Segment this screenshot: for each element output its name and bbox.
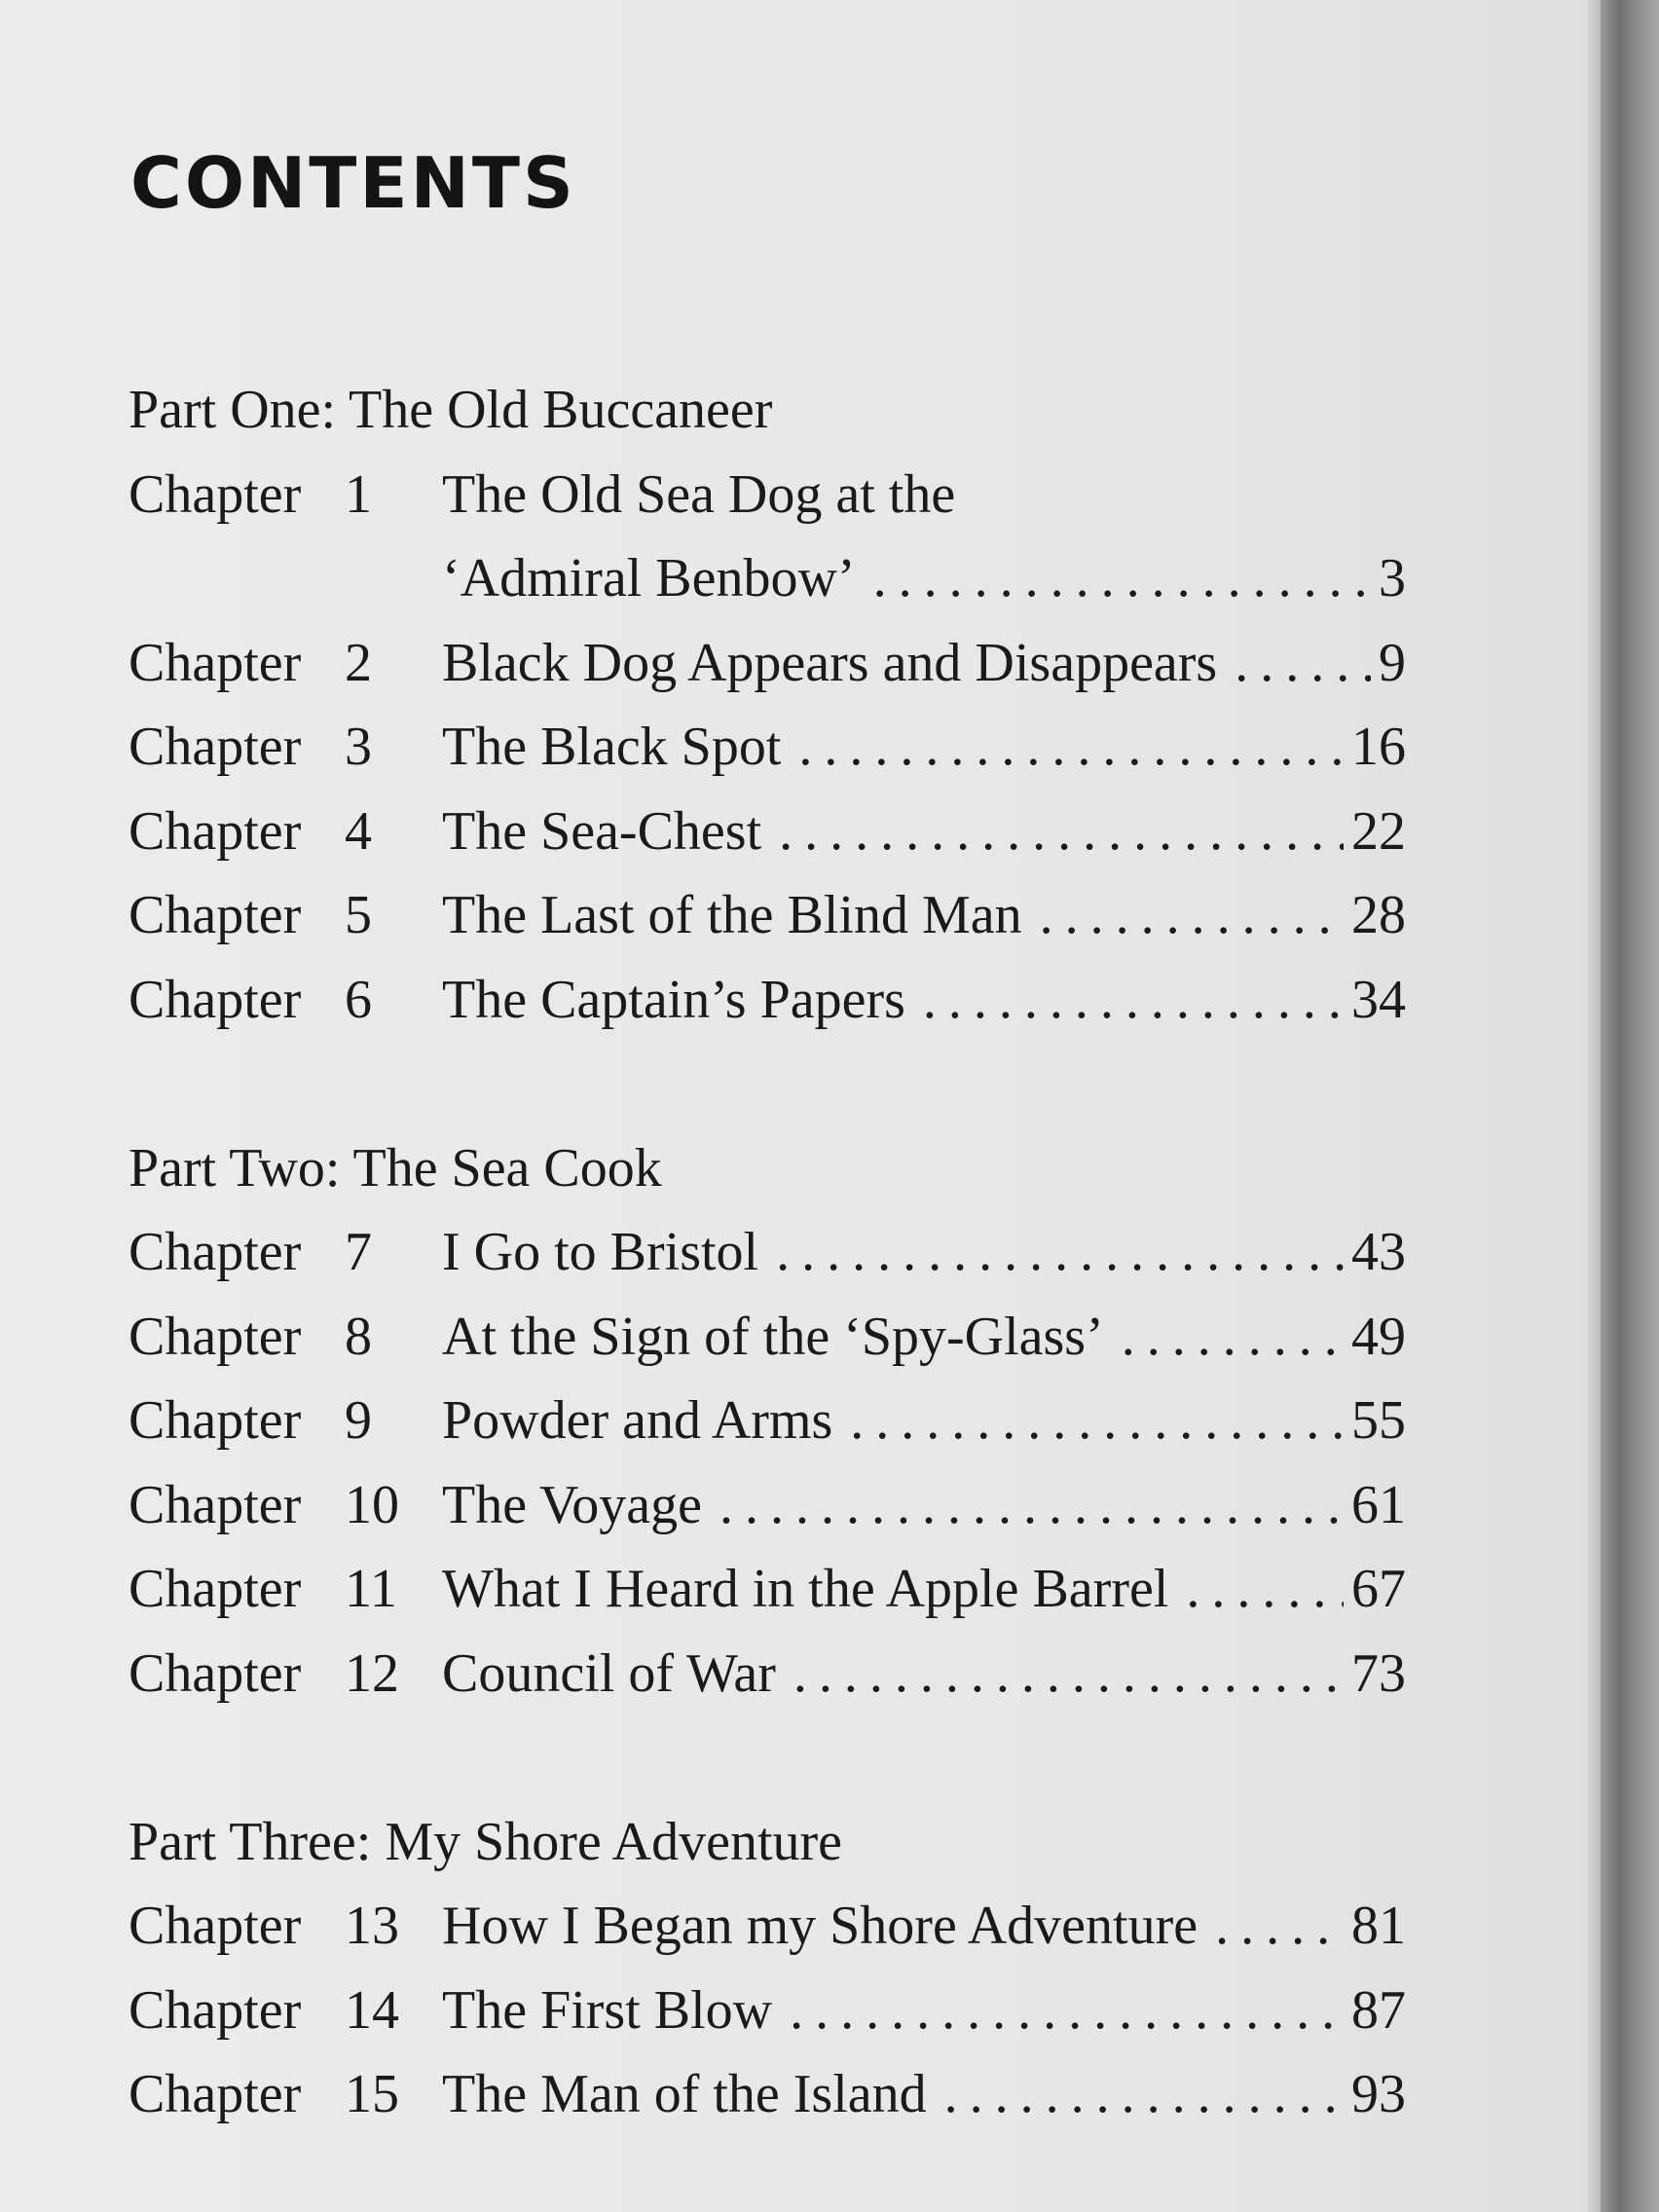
chapter-label: Chapter [129, 1222, 302, 1282]
chapter-label: Chapter [129, 2064, 302, 2124]
toc-entry[interactable] [129, 1969, 1406, 2053]
toc-entry[interactable] [129, 1632, 1406, 1716]
dot-leader [719, 1463, 1344, 1548]
page-number: 61 [1351, 1474, 1406, 1535]
dot-leader [793, 1632, 1344, 1716]
chapter-label: Chapter [129, 1306, 302, 1367]
dot-leader [923, 958, 1344, 1043]
chapter-number: 13 [345, 1896, 399, 1956]
chapter-title: The Last of the Blind Man [442, 885, 1022, 945]
page-number: 55 [1351, 1390, 1406, 1451]
chapter-title: Black Dog Appears and Disappears [442, 632, 1218, 693]
dot-leader [776, 1210, 1344, 1295]
toc-entry[interactable] [129, 1463, 1406, 1548]
dot-leader [790, 1969, 1344, 2053]
dot-leader [873, 536, 1371, 621]
chapter-number: 15 [345, 2064, 399, 2124]
chapter-title: The First Blow [442, 1979, 773, 2041]
page-number: 16 [1351, 717, 1406, 777]
page-number: 73 [1351, 1642, 1406, 1704]
chapter-number: 11 [345, 1559, 397, 1619]
chapter-title: Council of War [442, 1642, 776, 1704]
chapter-title: Powder and Arms [442, 1390, 833, 1451]
toc-entry[interactable] [129, 790, 1406, 874]
toc-entry[interactable] [129, 1547, 1406, 1632]
chapter-number: 6 [345, 969, 372, 1030]
chapter-label: Chapter [129, 1559, 302, 1619]
chapter-title: The Black Spot [442, 717, 782, 777]
chapter-number: 14 [345, 1979, 399, 2041]
chapter-number: 4 [345, 800, 372, 862]
part-title: Part Three: My Shore Adventure [129, 1811, 843, 1872]
table-of-contents [129, 368, 1406, 2137]
part-title: Part Two: The Sea Cook [129, 1137, 662, 1198]
chapter-title: How I Began my Shore Adventure [442, 1896, 1198, 1956]
part-title: Part One: The Old Buccaneer [129, 380, 773, 440]
toc-entry[interactable] [129, 1295, 1406, 1380]
toc-entry[interactable] [129, 1210, 1406, 1295]
chapter-label: Chapter [129, 1896, 302, 1956]
chapter-label: Chapter [129, 1474, 302, 1535]
toc-entry[interactable] [129, 958, 1406, 1043]
chapter-title: I Go to Bristol [442, 1222, 759, 1282]
page-number: 22 [1351, 800, 1406, 862]
chapter-title: The Captain’s Papers [442, 969, 905, 1030]
chapter-label: Chapter [129, 717, 302, 777]
dot-leader [1122, 1295, 1344, 1380]
page-number: 87 [1351, 1979, 1406, 2041]
toc-entry[interactable] [129, 873, 1406, 958]
toc-entry[interactable] [129, 2052, 1406, 2137]
book-binding [1601, 0, 1659, 2212]
dot-leader [1040, 873, 1344, 958]
chapter-title: The Man of the Island [442, 2064, 927, 2124]
page-number: 93 [1351, 2064, 1406, 2124]
chapter-number: 2 [345, 632, 372, 693]
chapter-label: Chapter [129, 800, 302, 862]
dot-leader [1215, 1884, 1344, 1969]
chapter-title: The Sea-Chest [442, 800, 762, 862]
page-number: 28 [1351, 885, 1406, 945]
chapter-number: 8 [345, 1306, 372, 1367]
chapter-label: Chapter [129, 885, 302, 945]
chapter-label: Chapter [129, 1390, 302, 1451]
page-number: 81 [1351, 1896, 1406, 1956]
page-edge [1587, 0, 1601, 2212]
page-number: 9 [1379, 632, 1406, 693]
chapter-label: Chapter [129, 632, 302, 693]
chapter-number: 1 [345, 463, 372, 525]
toc-entry[interactable] [129, 453, 1406, 537]
page-number: 67 [1351, 1559, 1406, 1619]
page-number: 43 [1351, 1222, 1406, 1282]
toc-entry-continuation[interactable] [129, 536, 1406, 621]
chapter-label: Chapter [129, 969, 302, 1030]
dot-leader [850, 1379, 1344, 1463]
chapter-number: 5 [345, 885, 372, 945]
dot-leader [1235, 621, 1371, 706]
chapter-label: Chapter [129, 1642, 302, 1704]
chapter-number: 7 [345, 1222, 372, 1282]
chapter-title: The Old Sea Dog at the [442, 463, 956, 525]
toc-entry[interactable] [129, 1379, 1406, 1463]
chapter-number: 9 [345, 1390, 372, 1451]
contents-heading: CONTENTS [130, 142, 576, 224]
page-number: 3 [1379, 548, 1406, 608]
chapter-label: Chapter [129, 1979, 302, 2041]
chapter-title: ‘Admiral Benbow’ [442, 548, 856, 608]
toc-entry[interactable] [129, 705, 1406, 790]
page-number: 49 [1351, 1306, 1406, 1367]
dot-leader [944, 2052, 1344, 2137]
toc-entry[interactable] [129, 621, 1406, 706]
page-number: 34 [1351, 969, 1406, 1030]
chapter-number: 3 [345, 717, 372, 777]
chapter-title: What I Heard in the Apple Barrel [442, 1559, 1169, 1619]
chapter-title: At the Sign of the ‘Spy-Glass’ [442, 1306, 1104, 1367]
dot-leader [779, 790, 1344, 874]
chapter-label: Chapter [129, 463, 302, 525]
chapter-title: The Voyage [442, 1474, 702, 1535]
toc-entry[interactable] [129, 1884, 1406, 1969]
chapter-number: 12 [345, 1642, 399, 1704]
dot-leader [1186, 1547, 1344, 1632]
dot-leader [798, 705, 1344, 790]
chapter-number: 10 [345, 1474, 399, 1535]
